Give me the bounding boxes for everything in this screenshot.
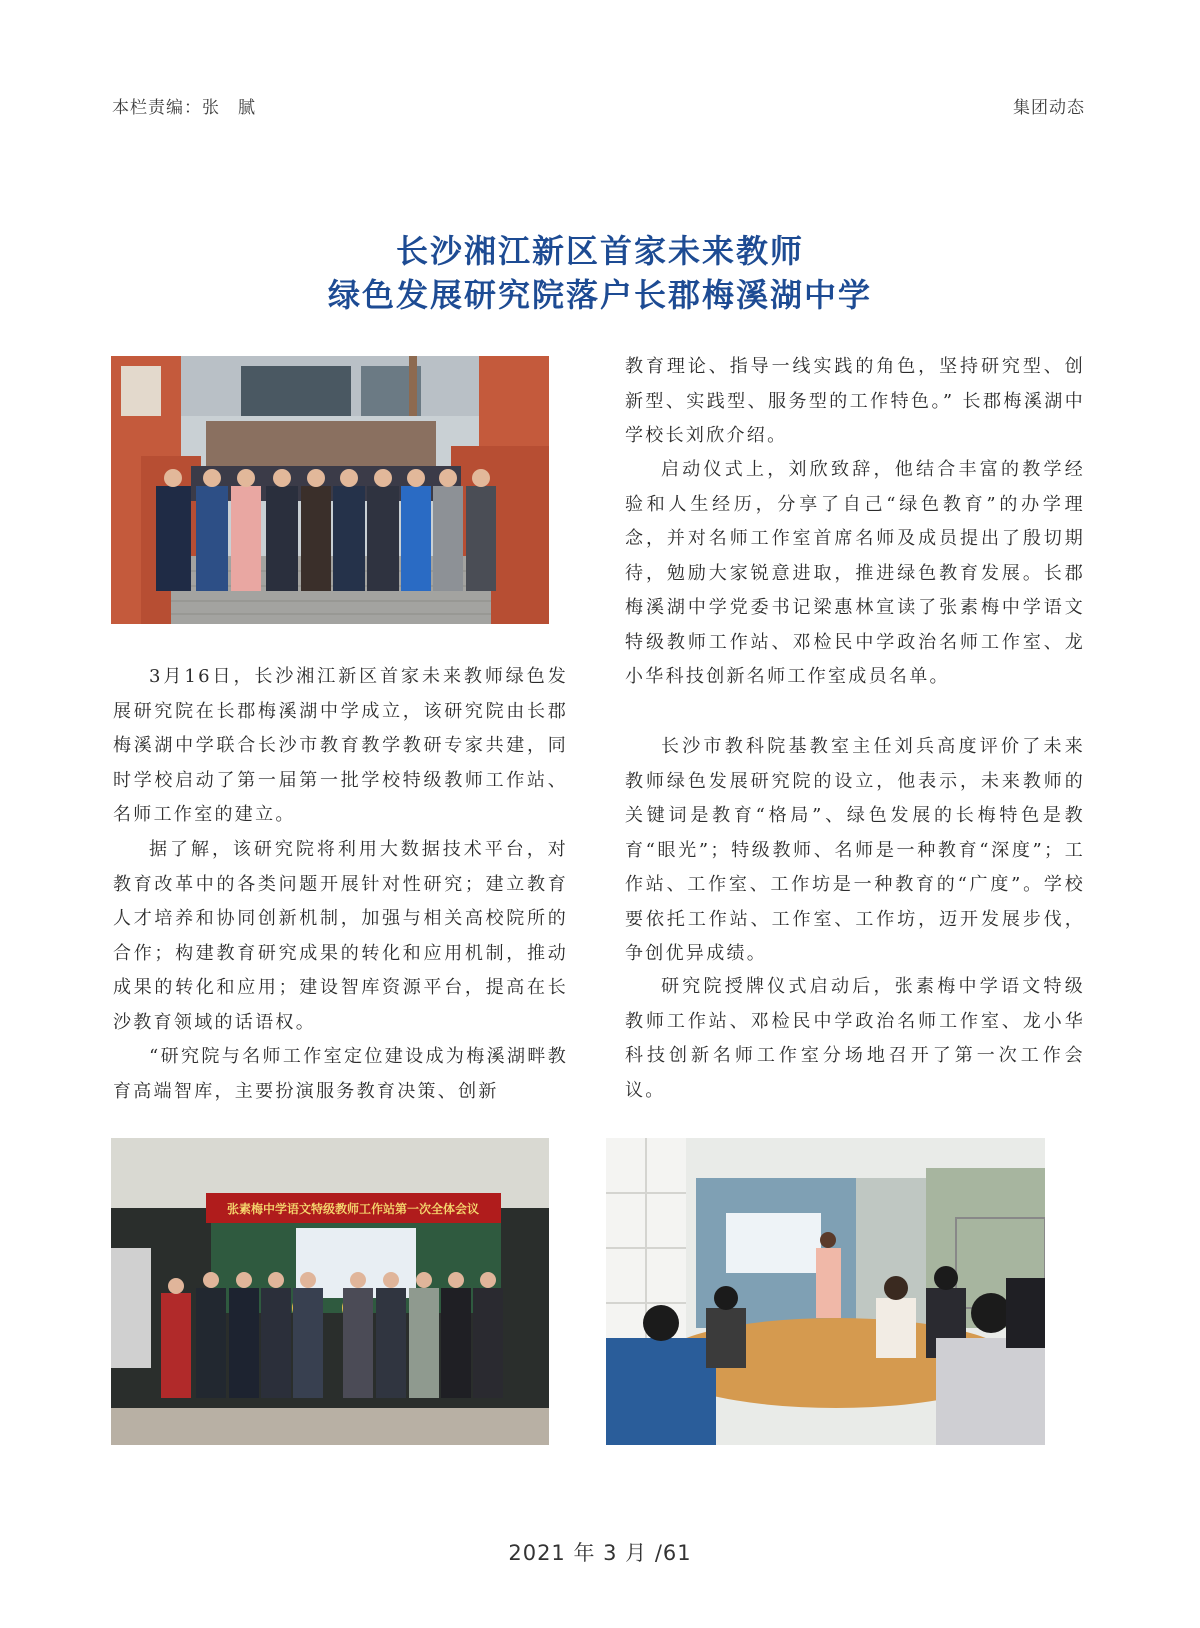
article-title-line-1: 长沙湘江新区首家未来教师 [395,232,804,270]
paragraph-4: 启动仪式上，刘欣致辞，他结合丰富的教学经验和人生经历，分享了自己“绿色教育”的办学理念，并对名师工作室首席名师及成员提出了殷切期待，勉励大家锐意进取，推进绿色教育发展。长郡梅溪湖中学党委书记梁惠林宣读了张素梅中学语文特级教师工作站、邓检民中学政治名师工作室、龙小华科技创新名师工作室成员名单。 [625,459,1085,687]
paragraph-1: 3月16日，长沙湘江新区首家未来教师绿色发展研究院在长郡梅溪湖中学成立，该研究院由长郡梅溪湖中学联合长沙市教育教学教研专家共建，同时学校启动了第一届第一批学校特级教师工作站、名师工作室的建立。 [113,666,568,825]
article-title-line-2: 绿色发展研究院落户长郡梅溪湖中学 [327,276,872,314]
editor-credit: 本栏责编：张 腻 [112,98,256,118]
section-name: 集团动态 [1013,98,1085,118]
paragraph-3-continued: 教育理论、指导一线实践的角色，坚持研究型、创新型、实践型、服务型的工作特色。” 长郡梅溪湖中学校长刘欣介绍。 [625,356,1085,446]
meeting-banner-text: 张素梅中学语文特级教师工作站第一次全体会议 [226,1202,480,1216]
paragraph-3-start: “研究院与名师工作室定位建设成为梅溪湖畔教育高端智库，主要扮演服务教育决策、创新 [113,1046,568,1102]
workshop-meeting-photo [606,1138,1045,1445]
group-photo-stairs [111,356,549,624]
meeting-group-photo [111,1138,549,1445]
paragraph-2: 据了解，该研究院将利用大数据技术平台，对教育改革中的各类问题开展针对性研究；建立教育人才培养和协同创新机制，加强与相关高校院所的合作；构建教育研究成果的转化和应用机制，推动成果的转化和应用；建设智库资源平台，提高在长沙教育领域的话语权。 [113,839,568,1033]
paragraph-6: 研究院授牌仪式启动后，张素梅中学语文特级教师工作站、邓检民中学政治名师工作室、龙小华科技创新名师工作室分场地召开了第一次工作会议。 [625,976,1085,1101]
paragraph-5: 长沙市教科院基教室主任刘兵高度评价了未来教师绿色发展研究院的设立，他表示，未来教师的关键词是教育“格局”、绿色发展的长梅特色是教育“眼光”；特级教师、名师是一种教育“深度”；工作站、工作室、工作坊是一种教育的“广度”。学校要依托工作站、工作室、工作坊，迈开发展步伐，争创优异成绩。 [625,736,1085,964]
page-footer: 2021 年 3 月 /61 [508,1541,692,1565]
